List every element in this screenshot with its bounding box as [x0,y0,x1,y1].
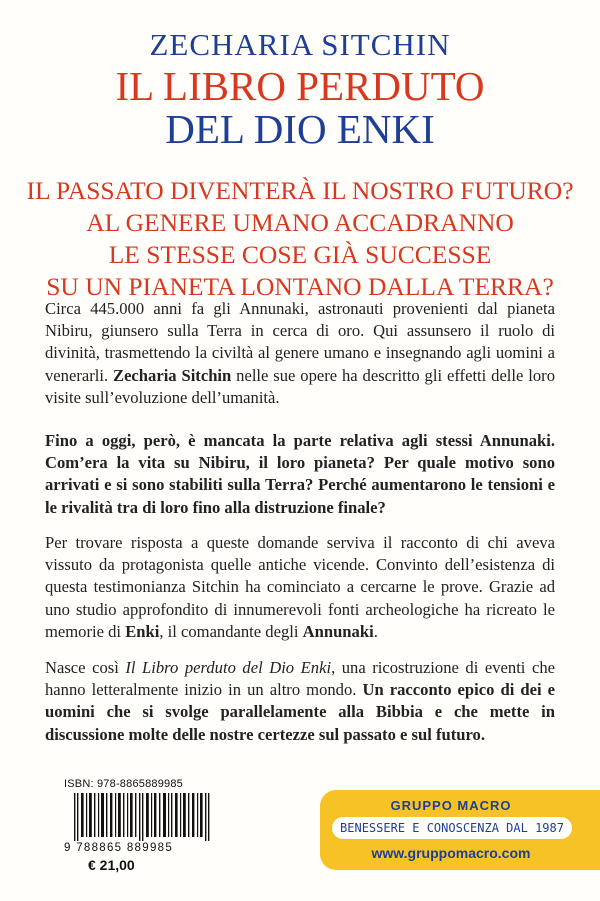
paragraph-research [45,532,555,643]
price-label: € 21,00 [88,857,135,873]
paragraph-intro [45,298,555,409]
text: Per trovare risposta a queste domande serviva il racconto di chi aveva vissuto da protagonista quelle antiche vicende. Convinto dell’esistenza di questa testimonianza Sitchin ha cominciato a cercarne le prove. Grazie ad uno studio approfondito di innumerevoli fonti archeologiche ha ricreato le memorie di [45,533,555,641]
text: Circa 445.000 anni fa gli Annunaki, astronauti provenienti dal pianeta Nibiru, giunsero sulla Terra in cerca di oro. Qui assunsero il ruolo di divinità, trasmettendo la civiltà al genere umano e insegnando agli uomini a venerarli. [45,299,555,385]
bold-text: Un racconto epico di dei e uomini che si svolge parallelamente alla Bibbia e che mette in discussione molte delle nostre certezze sul passato e sul futuro. [45,680,555,744]
book-title-inline: Il Libro perduto del Dio Enki [125,658,332,677]
question-line: AL GENERE UMANO ACCADRANNO [86,208,514,237]
isbn-label: ISBN: 978-8865889985 [64,778,183,790]
text: . [373,621,378,641]
publisher-banner [320,790,600,870]
barcode-number: 9 788865 889985 [64,842,174,854]
barcode-block [64,778,214,880]
publisher-name: GRUPPO MACRO [390,798,512,813]
text: Nasce così [45,658,126,677]
questions-block [0,175,600,303]
publisher-tagline: BENESSERE E CONOSCENZA DAL 1987 [332,817,572,839]
author-name: ZECHARIA SITCHIN [149,27,451,62]
paragraph-bold-questions: Fino a oggi, però, è mancata la parte relativa agli stessi Annunaki. Com’era la vita su Nibiru, il loro pianeta? Per quale motivo sono arrivati e si sono stabiliti sulla Terra? Perché aumentarono le tensioni e le rivalità tra di loro fino alla distruzione finale? [45,431,555,517]
question-line: LE STESSE COSE GIÀ SUCCESSE [108,240,492,269]
publisher-url: www.gruppomacro.com [371,845,531,861]
question-line: IL PASSATO DIVENTERÀ IL NOSTRO FUTURO? [26,176,574,205]
annunaki-inline: Annunaki [302,621,374,641]
text: , una ricostruzione di eventi che hanno letteralmente inizio in un altro mondo. [45,658,555,700]
text: nelle sue opere ha descritto gli effetti delle loro visite sull’evoluzione dell’umanità. [45,365,556,407]
paragraph-conclusion [45,657,555,746]
question-line: SU UN PIANETA LONTANO DALLA TERRA? [46,272,554,301]
book-title-line1: IL LIBRO PERDUTO [115,63,485,109]
barcode-icon [72,793,212,841]
text: , il comandante degli [159,621,303,641]
author-name-inline: Zecharia Sitchin [113,365,232,385]
enki-inline: Enki [125,621,160,641]
book-title-line2: DEL DIO ENKI [165,106,435,152]
